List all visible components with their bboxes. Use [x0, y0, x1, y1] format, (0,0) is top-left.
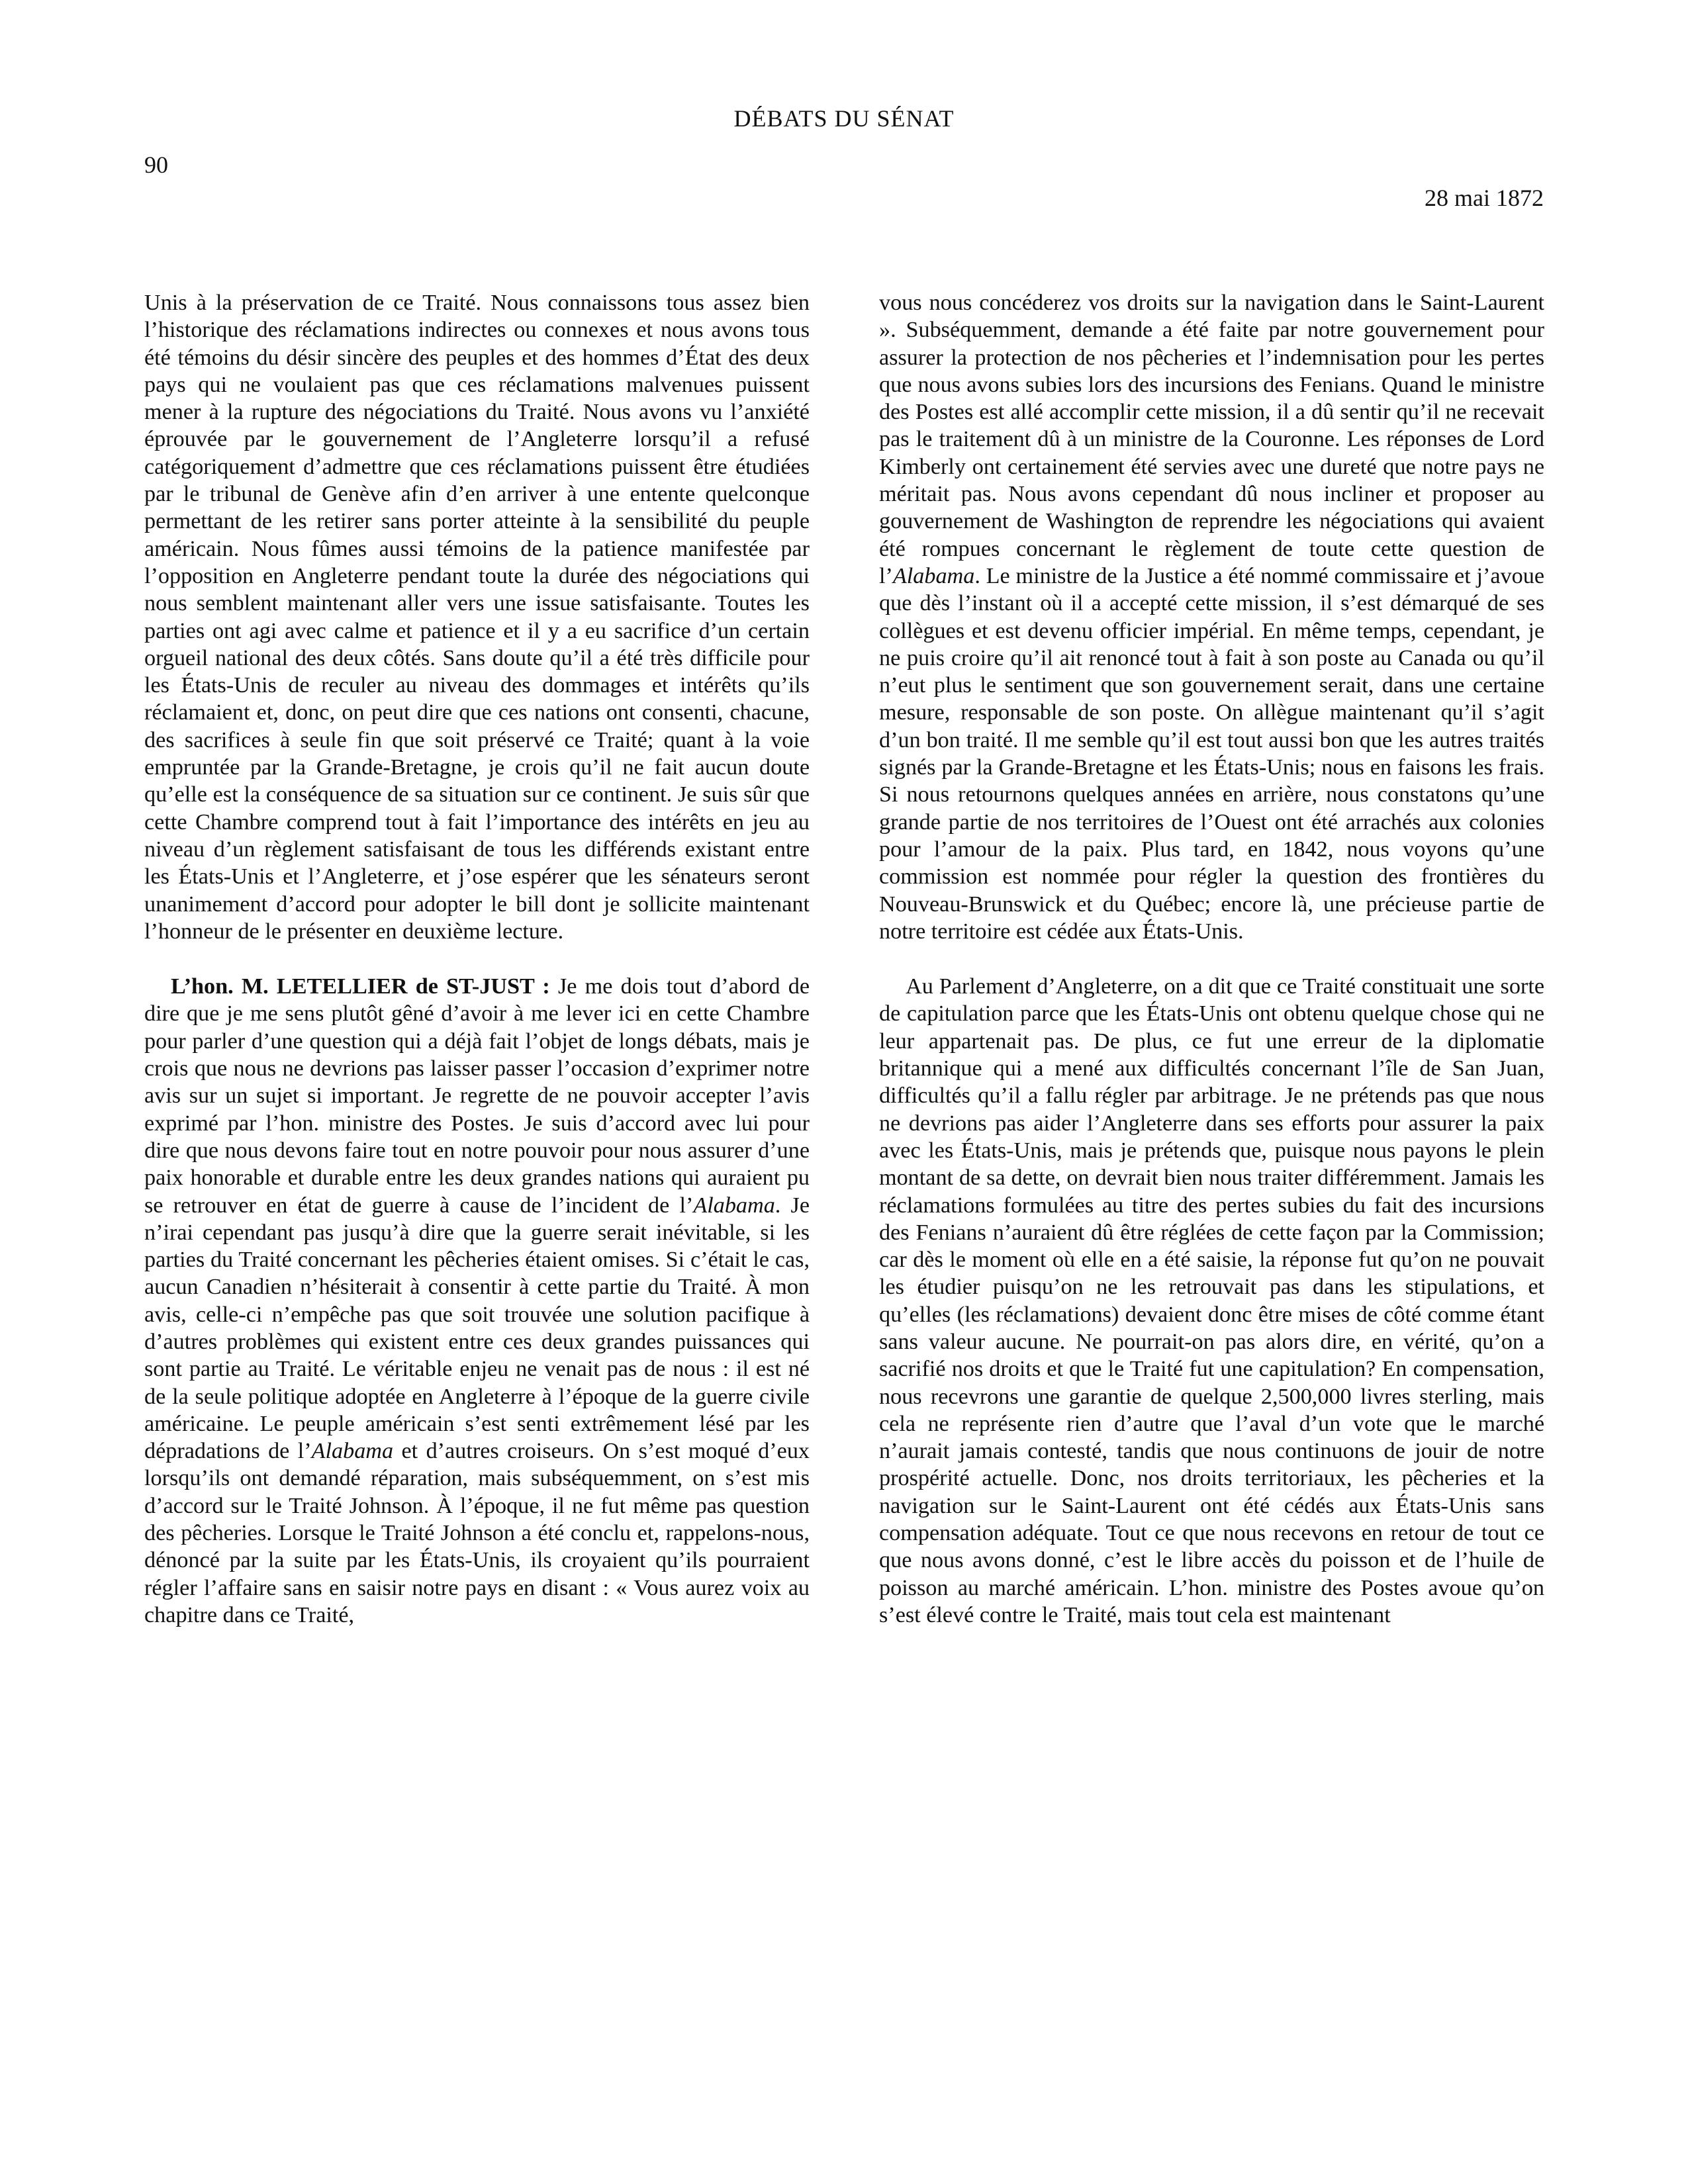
- paragraph-text: et d’autres croiseurs. On s’est moqué d’eux lorsqu’ils ont demandé réparation, mais subséquemment, on s’est mis d’accord sur le Traité Johnson. À l’époque, il ne fut même pas question des pêcheries. Lorsque le Traité Johnson a été conclu et, rappelons-nous, dénoncé par la suite par les États-Unis, ils croyaient qu’ils pourraient régler l’affaire sans en saisir notre pays en disant : « Vous aurez voix au chapitre dans ce Traité,: [144, 1439, 810, 1627]
- paragraph: Au Parlement d’Angleterre, on a dit que ce Traité constituait une sorte de capitulation parce que les États-Unis ont obtenu quelque chose qui ne leur appartenait pas. De plus, ce fut une erreur de la diplomatie britannique qui a mené aux difficultés concernant l’île de San Juan, difficultés qu’il a fallu régler par arbitrage. Je ne prétends pas que nous ne devrions pas aider l’Angleterre dans ses efforts pour assurer la paix avec les États-Unis, mais je prétends que, puisque nous payons le plein montant de sa dette, on devrait bien nous traiter différemment. Jamais les réclamations formulées au titre des pertes subies du fait des incursions des Fenians n’auraient dû être réglées de cette façon par la Commission; car dès le moment où elle en a été saisie, la réponse fut qu’on ne pouvait les étudier puisqu’on ne les retrouvait pas dans les stipulations, et qu’elles (les réclamations) devaient donc être mises de côté comme étant sans valeur aucune. Ne pourrait-on pas alors dire, en vérité, qu’on a sacrifié nos droits et que le Traité fut une capitulation? En compensation, nous recevrons une garantie de quelque 2,500,000 livres sterling, mais cela ne représente rien d’autre que l’aval d’un vote que le marché n’aurait jamais contesté, tandis que nous continuons de jouir de notre prospérité actuelle. Donc, nos droits territoriaux, les pêcheries et la navigation sur le Saint-Laurent ont été cédés aux États-Unis sans compensation adéquate. Tout ce que nous recevons en retour de tout ce que nous avons donné, c’est le libre accès du poisson et de l’huile de poisson au marché américain. L’hon. ministre des Postes avoue qu’on s’est élevé contre le Traité, mais tout cela est maintenant: [879, 974, 1544, 1627]
- page-header-title: DÉBATS DU SÉNAT: [733, 105, 955, 132]
- ship-name: Alabama: [693, 1193, 775, 1218]
- paragraph-text: vous nous concéderez vos droits sur la navigation dans le Saint-Laurent ». Subséquemment, demande a été faite par notre gouvernement pour assurer la protection de nos pêcheries et l’indemnisation pour les pertes que nous avons subies lors des incursions des Fenians. Quand le ministre des Postes est allé accomplir cette mission, il a dû sentir qu’il ne recevait pas le traitement dû à un ministre de la Couronne. Les réponses de Lord Kimberly ont certainement été servies avec une dureté que notre pays ne méritait pas. Nous avons cependant dû nous incliner et proposer au gouvernement de Washington de reprendre les négociations qui avaient été rompues concernant le règlement de toute cette question de l’: [879, 291, 1544, 588]
- page-date: 28 mai 1872: [1425, 185, 1544, 211]
- paragraph-text: Je me dois tout d’abord de dire que je me sens plutôt gêné d’avoir à me lever ici en cette Chambre pour parler d’une question qui a déjà fait l’objet de longs débats, mais je crois que nous ne devrions pas laisser passer l’occasion d’exprimer notre avis sur un sujet si important. Je regrette de ne pouvoir accepter l’avis exprimé par l’hon. ministre des Postes. Je suis d’accord avec lui pour dire que nous devons faire tout en notre pouvoir pour nous assurer d’une paix honorable et durable entre les deux grandes nations qui auraient pu se retrouver en état de guerre à cause de l’incident de l’: [144, 974, 810, 1218]
- paragraph-speech: [144, 973, 810, 1629]
- paragraph-text: . Je n’irai cependant pas jusqu’à dire que la guerre serait inévitable, si les parties du Traité concernant les pêcheries étaient omises. Si c’était le cas, aucun Canadien n’hésiterait à consentir à cette partie du Traité. À mon avis, celle-ci n’empêche pas que soit trouvée une solution pacifique à d’autres problèmes qui existent entre ces deux grandes puissances qui sont partie au Traité. Le véritable enjeu ne venait pas de nous : il est né de la seule politique adoptée en Angleterre à l’époque de la guerre civile américaine. Le peuple américain s’est senti extrêmement lésé par les dépradations de l’: [144, 1193, 810, 1464]
- ship-name: Alabama: [892, 563, 975, 588]
- right-column: [879, 289, 1544, 1629]
- ship-name: Alabama: [311, 1439, 394, 1464]
- page-number: 90: [144, 152, 168, 178]
- speaker-name: L’hon. M. LETELLIER de ST-JUST :: [171, 974, 550, 999]
- paragraph: Unis à la préservation de ce Traité. Nous connaissons tous assez bien l’historique des réclamations indirectes ou connexes et nous avons tous été témoins du désir sincère des peuples et des hommes d’État des deux pays qui ne voulaient pas que ces réclamations malvenues puissent mener à la rupture des négociations du Traité. Nous avons vu l’anxiété éprouvée par le gouvernement de l’Angleterre lorsqu’il a refusé catégoriquement d’admettre que ces réclamations puissent être étudiées par le tribunal de Genève afin d’en arriver à une entente quelconque permettant de les retirer sans porter atteinte à la sensibilité du peuple américain. Nous fûmes aussi témoins de la patience manifestée par l’opposition en Angleterre pendant toute la durée des négociations qui nous semblent maintenant aller vers une issue satisfaisante. Toutes les parties ont agi avec calme et patience et il y a eu sacrifice d’un certain orgueil national des deux côtés. Sans doute qu’il a été très difficile pour les États-Unis de reculer au niveau des dommages et intérêts qu’ils réclamaient et, donc, on peut dire que ces nations ont consenti, chacune, des sacrifices à seule fin que soit préservé ce Traité; quant à la voie empruntée par la Grande-Bretagne, je crois qu’il ne fait aucun doute qu’elle est la conséquence de sa situation sur ce continent. Je suis sûr que cette Chambre comprend tout à fait l’importance des intérêts en jeu au niveau d’un règlement satisfaisant de tous les différends existant entre les États-Unis et l’Angleterre, et j’ose espérer que les sénateurs seront unanimement d’accord pour adopter le bill dont je sollicite maintenant l’honneur de le présenter en deuxième lecture.: [144, 291, 810, 944]
- paragraph-text: . Le ministre de la Justice a été nommé commissaire et j’avoue que dès l’instant où il a accepté cette mission, il s’est démarqué de ses collègues et est devenu officier impérial. En même temps, cependant, je ne puis croire qu’il ait renoncé tout à fait à son poste au Canada ou qu’il n’eut plus le sentiment que son gouvernement serait, dans une certaine mesure, responsable de son poste. On allègue maintenant qu’il s’agit d’un bon traité. Il me semble qu’il est tout aussi bon que les autres traités signés par la Grande-Bretagne et les États-Unis; nous en faisons les frais. Si nous retournons quelques années en arrière, nous constatons qu’une grande partie de nos territoires de l’Ouest ont été arrachés aux colonies pour l’amour de la paix. Plus tard, en 1842, nous voyons qu’une commission est nommée pour régler la question des frontières du Nouveau-Brunswick et du Québec; encore là, une précieuse partie de notre territoire est cédée aux États-Unis.: [879, 563, 1544, 944]
- left-column: [144, 289, 810, 1629]
- paragraph: [879, 289, 1544, 945]
